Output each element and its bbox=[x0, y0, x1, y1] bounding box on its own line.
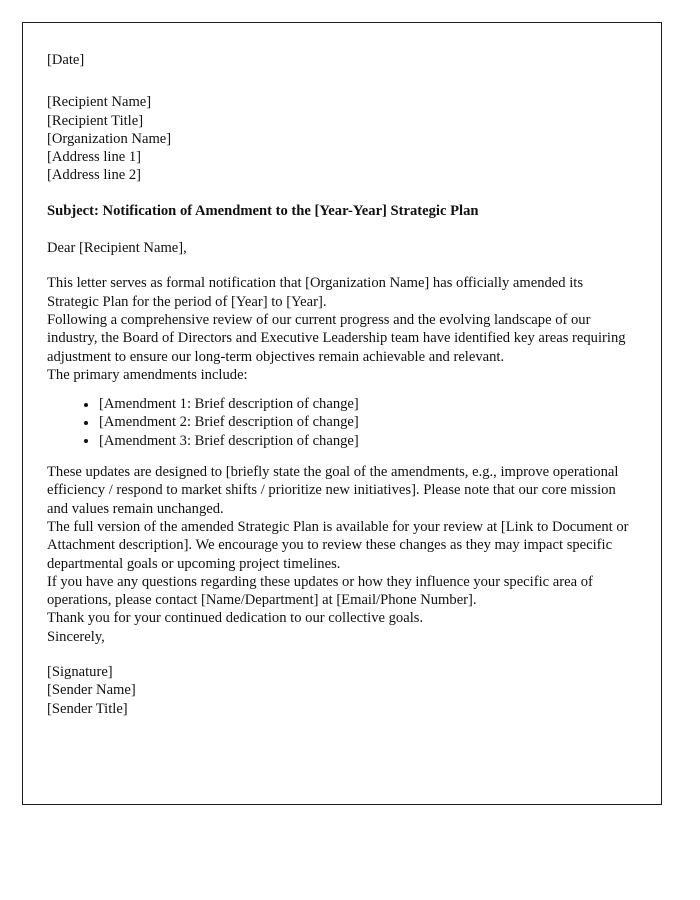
amendments-list-intro: The primary amendments include: bbox=[47, 366, 248, 383]
recipient-title-line: [Recipient Title] bbox=[47, 112, 144, 129]
paragraph-full-version: The full version of the amended Strategic Plan is available for your review at [Link to Document or Attachment description]. We encourage you to review these changes as they may impact specific departmental goals or upcoming project timelines. bbox=[47, 518, 629, 572]
list-item bbox=[99, 432, 631, 450]
amendment-item-3: [Amendment 3: Brief description of change] bbox=[99, 432, 359, 449]
salutation-line: Dear [Recipient Name], bbox=[47, 240, 187, 257]
list-item bbox=[99, 413, 631, 431]
salutation-block bbox=[47, 239, 631, 257]
paragraph-contact: If you have any questions regarding these updates or how they influence your specific area of operations, please contact [Name/Department] at [Email/Phone Number]. bbox=[47, 573, 593, 609]
paragraph-review: Following a comprehensive review of our current progress and the evolving landscape of our industry, the Board of Directors and Executive Leadership team have identified key areas requiring adjustment to ensure our long-term objectives remain achievable and relevant. bbox=[47, 311, 626, 365]
recipient-name-line: [Recipient Name] bbox=[47, 94, 152, 111]
signature-placeholder-line: [Signature] bbox=[47, 664, 113, 681]
recipient-address-line-1: [Address line 1] bbox=[47, 149, 142, 166]
date-line: [Date] bbox=[47, 52, 85, 68]
subject-block bbox=[47, 202, 631, 220]
sender-title-line: [Sender Title] bbox=[47, 700, 128, 717]
paragraph-goal: These updates are designed to [briefly state the goal of the amendments, e.g., improve operational efficiency / respond to market shifts / prioritize new initiatives]. Please note that our core mission and values remain unchanged. bbox=[47, 464, 619, 517]
closing-block bbox=[47, 628, 631, 646]
amendment-item-2: [Amendment 2: Brief description of change] bbox=[99, 414, 359, 431]
bullet-icon bbox=[84, 403, 88, 407]
recipient-organization-line: [Organization Name] bbox=[47, 130, 172, 147]
paragraph-notification: This letter serves as formal notification that [Organization Name] has officially amended its Strategic Plan for the period of [Year] to [Year]. bbox=[47, 275, 584, 310]
date-block bbox=[47, 51, 631, 69]
signature-block bbox=[47, 663, 631, 718]
amendments-list bbox=[47, 395, 631, 450]
recipient-address-block bbox=[47, 93, 631, 184]
sender-name-line: [Sender Name] bbox=[47, 682, 136, 699]
paragraph-thanks: Thank you for your continued dedication to our collective goals. bbox=[47, 610, 424, 627]
letter-page bbox=[22, 22, 662, 805]
bullet-icon bbox=[84, 439, 88, 443]
list-item bbox=[99, 395, 631, 413]
amendment-item-1: [Amendment 1: Brief description of change] bbox=[99, 396, 359, 413]
subject-line: Subject: Notification of Amendment to the [Year-Year] Strategic Plan bbox=[47, 202, 479, 219]
recipient-address-line-2: [Address line 2] bbox=[47, 167, 142, 184]
letter-body bbox=[23, 23, 661, 718]
bullet-icon bbox=[84, 421, 88, 425]
closing-line: Sincerely, bbox=[47, 628, 105, 645]
